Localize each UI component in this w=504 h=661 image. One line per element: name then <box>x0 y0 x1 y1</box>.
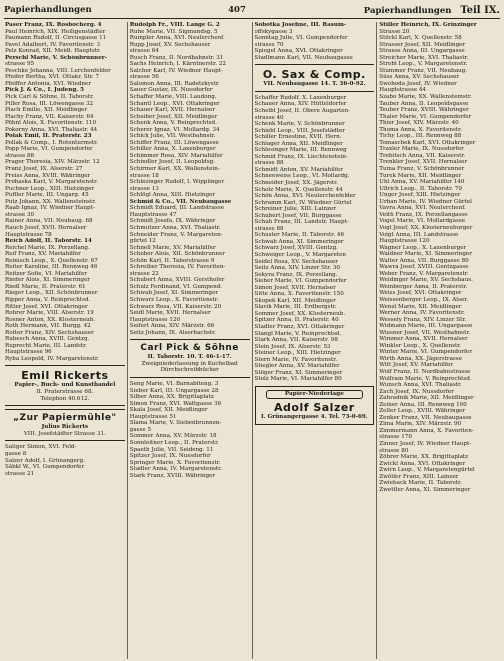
listing-entry: Ruprecht Marie, III. Landstr. <box>5 342 87 349</box>
listing-entry: Paser Franz, IX. Rosbocherg. 4 <box>5 22 102 28</box>
listing-entry: Schlager Anna, XII. Meidlinger <box>254 140 343 147</box>
advertisement <box>130 339 250 378</box>
listing-entry: Sachs Heinrich, I. Kärntnerstr. 22 <box>129 61 226 68</box>
advertisement <box>255 64 375 92</box>
ad-line: Julius Rickerts <box>41 424 89 431</box>
listing-entry: Scheiber Josef, XII. Meidlinger <box>129 113 218 120</box>
listing-entry: Sieber Karl, III. Ungargasse 28 <box>129 387 219 394</box>
listing-entry: Putz Johann, XX. Wallensteinstr. <box>5 198 97 205</box>
listing-entry: Rauch Josef, XVII. Hernalser <box>5 224 87 231</box>
listing-entry: Zwettler Anna, XI. Simmeringer <box>379 486 471 493</box>
listing-entry: Weidinger Marie, XV. Sechshaus. <box>379 277 473 284</box>
listing-entry: Schlesinger Rudolf, I. Wipplinger <box>129 179 225 186</box>
listing-entry: Zinner Josef, IV. Wiedner Haupt- <box>379 441 472 447</box>
listing-entry: Weiss Josef, XVI. Ottakringer <box>379 290 462 297</box>
listing-entry: Schuster Marie, II. Taborstr. 46 <box>254 232 345 239</box>
listing-entry: Sonnleitner Leop., II. Praterstr. <box>129 439 219 446</box>
listing-entry: Ritter Josef, XVI. Ottakringer <box>5 303 88 310</box>
listing-entry: Thier Josef, XIV. Märzstr. 40 <box>379 120 459 127</box>
listing-entry: Stiegler Anna, XV. Mariahilfer <box>254 363 340 370</box>
listing-entry: Hauptstrasse 120 <box>379 238 430 245</box>
listing-entry: Schmid & Co., VII. Neubaugasse <box>129 198 232 205</box>
listing-entry: strasse 40 <box>254 114 284 121</box>
listing-entry: Piller Rosa, III. Löwengasse 32 <box>5 100 94 107</box>
listing-entry: Roth Hermann, VII. Burgg. 42 <box>5 323 91 330</box>
listing-entry: Rupp Josef, XV. Sechshauser <box>129 41 211 48</box>
listing-entry: Prager Theresia, XIV. Märzstr. 12 <box>5 159 100 166</box>
listing-entry: strasse 80 <box>379 447 409 454</box>
listing-entry: Sobotka Josefine, III. Rasum- <box>254 22 347 28</box>
listing-entry: Wawra Josef, XVIII. Gentzgasse <box>379 264 469 271</box>
advertisement <box>255 386 375 425</box>
listing-entry: Raab Ignaz, IV. Wiedner Haupt- <box>5 205 95 212</box>
listing-entry: Waldner Marie, XI. Simmeringer <box>379 251 472 258</box>
listing-entry: Slavik Marie, III. Erdbergstr. <box>254 304 337 311</box>
listing-entry: Simon Josef, XVII. Hernalser <box>254 284 336 291</box>
listing-entry: Puffler Marie, III. Ungarg. 45 <box>5 192 89 199</box>
listing-entry: Urban Marie, IV. Wiedner Gürtel <box>379 198 472 205</box>
listing-entry: Pfeiffer Antonia, XVI. Wiedner <box>5 80 91 87</box>
listing-entry: Schreiber Theresia, IV. Favoriten- <box>129 264 226 271</box>
listing-entry: Schramm Karl, IV. Wiedner Gürtel <box>254 199 352 206</box>
ad-line: VII. Neubaugasse 14. T. 36-0-92. <box>263 81 366 88</box>
listing-entry: Zwieback Marie, II. Taborstr. <box>379 480 462 487</box>
header-right <box>350 5 500 16</box>
listing-entry: Hauptstrasse 120 <box>129 316 181 323</box>
listing-entry: Zwölfer Franz, XIII. Lainzer <box>379 473 459 480</box>
page-number: 407 <box>228 5 246 15</box>
listing-entry: Schubert Anna, XVIII. Gersthofer <box>129 277 225 284</box>
listing-entry: strasse 88 <box>254 225 284 232</box>
listing-entry: gasse 8 <box>5 450 27 457</box>
listing-entry: Pavel Adalbert, IV. Favoritenstr. 3 <box>5 41 101 48</box>
listing-entry: Scholz Marie, X. Quellenstr. 44 <box>254 186 343 193</box>
listing-entry: strasse 56 <box>129 74 159 81</box>
listing-entry: Springer Marie, X. Favoritenstr. <box>129 459 221 466</box>
listing-entry: Paul Heinrich, XIX. Heiligenstädter <box>5 28 106 35</box>
listing-entry: Rainer Anna, VII. Neubaug. 68 <box>5 218 93 225</box>
listing-entry: Traxler Marie, IX. Nussdorfer <box>379 146 464 153</box>
listing-entry: Seng Marie, VI. Barnabiteng. 3 <box>129 381 219 388</box>
listing-entry: Pelz Konrad, XII. Meidl. Hauptstr. <box>5 48 101 55</box>
listing-entry: Reich Adolf, II. Taborstr. 14 <box>5 238 92 245</box>
listing-entry: Voigt Anna, III. Landstrasse <box>379 231 459 238</box>
listing-entry: Pöhnl Alois, X. Favoritenstr. 110 <box>5 120 97 127</box>
listing-entry: Reif Franz, XV. Mariahilfer <box>5 251 81 258</box>
listing-entry: Pfeifer Bertha, XVI. Ottakr. Str. 7 <box>5 74 100 81</box>
listing-entry: Schwab Anna, XI. Simmeringer <box>254 238 344 245</box>
listing-entry: Reiter Karoline, III. Rennweg 46 <box>5 264 98 271</box>
listing-entry: Schauer Anna, XIV. Hütteldorfer <box>254 101 347 108</box>
listing-entry: Schuh Franz, III. Landstr. Haupt- <box>254 219 349 226</box>
listing-entry: Wiesner Josef, VII. Westbahnstr. <box>379 329 471 336</box>
listing-entry: Rubesch Anna, XVIII. Gentzg. <box>5 336 90 343</box>
listing-entry: Schmid Franz, IX. Liechtenstein- <box>254 153 348 160</box>
ad-line: Dürchschreibbücher <box>160 367 219 374</box>
listing-entry: Schaffer Rudolf, X. Laxenburger <box>254 94 347 101</box>
listing-entry: Polak Emil, II. Praterstr. 23 <box>5 133 92 140</box>
listing-entry: Prohaska Karl, V. Margaretenstr. <box>5 179 99 186</box>
listing-entry: Skopek Karl, XII. Meidlinger <box>254 297 336 304</box>
listing-entry: Wolf Franz, II. Nordbahnstrasse <box>379 368 471 375</box>
listing-entry: Zimmermann Anna, X. Favoriten- <box>379 427 474 434</box>
listing-entry: Hauptstrasse 51 <box>129 413 177 420</box>
listing-entry: Strasse 20 <box>379 28 410 35</box>
listing-entry: Schauer Karl, XVII. Hernalser <box>129 107 215 114</box>
ad-line: Papier-, Buch- und Kunsthandel <box>14 382 116 389</box>
listing-entry: offskygasse 3 <box>254 28 293 35</box>
listing-entry: Plachy Franz, VII. Kaiserstr. 64 <box>5 113 94 120</box>
listing-entry: Winter Marie, VI. Gumpendorfer <box>379 349 473 356</box>
listing-entry: Tomaschek Karl, XVI. Ottakringer <box>379 139 476 146</box>
listing-entry: Witt Josef, XV. Mariahilfer <box>379 362 453 369</box>
ad-company-name: Adolf Salzer <box>274 400 355 414</box>
ad-line: I. Grünangergasse 4. Tel. 73-0-69. <box>260 413 368 420</box>
listing-entry: Stadlmann Karl, VII. Neubaugasse <box>254 54 353 61</box>
listing-entry: strasse 88 <box>254 160 284 167</box>
listing-entry: Zima Marie, XIV. Märzstr. 90 <box>379 421 462 428</box>
listing-entry: Strauss Anna, III. Ungargasse <box>379 48 465 55</box>
listing-entry: Hauptstrasse 96 <box>5 349 52 356</box>
advertisement <box>5 365 125 406</box>
listing-entry: Stöger Franz, XI. Simmeringer <box>254 369 343 376</box>
listing-entry: Turek Marie, XII. Meidlinger <box>379 172 462 179</box>
listing-entry: Schaffer Marie, VIII. Laudong. <box>129 94 217 101</box>
directory-columns <box>3 22 501 659</box>
listing-entry: Walter Anna, VII. Burggasse 80 <box>379 257 469 264</box>
ad-line: VIII. Josefstädter Strasse 31. <box>23 430 106 437</box>
listing-entry: Pick Carl & Söhne, II. Taborstr. <box>5 94 94 101</box>
listing-entry: Reitzer Sofie, VI. Mariahilfer <box>5 270 87 277</box>
listing-entry: Wimmer Anna, XVII. Hernalser <box>379 336 468 343</box>
listing-entry: Salzer Adolf, I. Grünangerg. <box>5 457 85 464</box>
listing-entry: Schulz Ferdinand, VI. Gumpend. <box>129 283 223 290</box>
listing-entry: Schenk Marie, V. Schönbrunner <box>254 121 345 128</box>
listing-entry: Schirmer Karl, XX. Wallenstein- <box>129 166 220 173</box>
listing-entry: Puchner Leop., XIII. Hietzinger <box>5 185 95 192</box>
listing-entry: Stiller Heinrich, IX. Grinzinger <box>379 22 477 28</box>
listing-entry: strasse 30 <box>5 211 35 218</box>
listing-entry: Vogl Josef, XX. Klosterneuburger <box>379 224 473 231</box>
listing-entry: Stadler Franz, XVI. Ottakringer <box>254 324 345 331</box>
listing-entry: Werner Anna, IV. Favoritenstr. <box>379 310 465 317</box>
listing-entry: Reichel Marie, IX. Porzellang. <box>5 244 90 251</box>
listing-entry: Pollak & Comp., I. Rotenturmstr. <box>5 139 98 146</box>
ad-company-name: Carl Pick & Söhne <box>140 343 239 354</box>
listing-entry: Skala Josef, XII. Meidlinger <box>129 407 208 414</box>
listing-entry: Rieger Leop., XII. Schönbrunner <box>5 290 98 297</box>
listing-entry: Peschke Johanna, VIII. Lerchenfelder <box>5 67 111 74</box>
directory-column <box>3 22 128 659</box>
listing-entry: Wessely Franz, XIV. Linzer Str. <box>379 316 467 323</box>
listing-entry: Stern Marie, IV. Favoritenstr. <box>254 356 338 363</box>
header-right-title: Papierhandlungen <box>363 5 452 16</box>
listing-entry: Scherer Ignaz, VI. Mollardg. 34 <box>129 126 220 133</box>
listing-entry: Ryba Leopold, IV. Margaretenstr. <box>5 355 99 362</box>
listing-entry: strasse 13 <box>129 185 159 192</box>
listing-entry: Stöckl Karl, X. Quellenstr. 58 <box>379 35 462 42</box>
listing-entry: Süss Anna, XV. Sechshauser <box>379 74 460 81</box>
section-mark: Teil IX. <box>460 4 500 16</box>
listing-entry: Rieder Alois, XI. Simmeringer <box>5 277 90 284</box>
listing-entry: Vogel Marie, VI. Mollardgasse <box>379 218 466 225</box>
listing-entry: Schön Anna, XVI. Neulerchenfelder <box>254 193 356 200</box>
listing-entry: Rusch Franz, II. Nordbahnstr. 31 <box>129 54 224 61</box>
listing-entry: Widmann Marie, III. Ungargasse <box>379 323 473 330</box>
listing-entry: Stark Anna, VII. Kaiserstr. 98 <box>254 337 338 344</box>
listing-entry: Schindler Josef, II. Leopoldsg. <box>129 159 215 166</box>
listing-entry: Preiss Anna, XVIII. Währinger <box>5 172 91 179</box>
listing-entry: Reinisch Leop., X. Quellenstr. 67 <box>5 257 98 264</box>
listing-entry: Rohrer Marie, VIII. Alserstr. 19 <box>5 310 94 317</box>
listing-entry: Spiegel Anna, XVI. Ottakringer <box>254 48 343 55</box>
listing-entry: Trebitsch Anna, VII. Kaiserstr. <box>379 152 466 159</box>
directory-column <box>377 22 501 659</box>
listing-entry: Winkler Leop., X. Quellenstr. <box>379 342 462 349</box>
listing-entry: Seidel Rosa, XV. Sechshauser <box>254 258 338 265</box>
ad-company-name: „Zur Papiermühle" <box>13 413 117 424</box>
listing-entry: Vavra Anna, XVI. Neulerchenf. <box>379 205 466 212</box>
listing-entry: Wunsch Anna, XVI. Thaliastr. <box>379 382 462 389</box>
listing-entry: Simon Franz, XVI. Wattgasse 36 <box>129 400 222 407</box>
listing-entry: Streicher Marie, XVI. Thaliastr. <box>379 54 469 61</box>
listing-entry: Strasser Josef, XII. Meidlinger <box>379 41 466 48</box>
listing-entry: Seitz Johann, IX. Alserbachstr. <box>129 329 217 336</box>
listing-entry: Schnell Marie, XV. Mariahilfer <box>129 244 216 251</box>
page-header <box>4 2 500 19</box>
listing-entry: Saliger Simon, XVI. Feld- <box>5 444 77 451</box>
listing-entry: Tauber Anna, II. Leopoldsgasse <box>379 100 469 107</box>
listing-entry: Sieber Marie, VI. Gumpendorfer <box>254 278 347 285</box>
listing-entry: Sauer Gustav, IX. Nussdorfer <box>129 87 213 94</box>
ad-line: Telephon 40.612. <box>40 395 90 402</box>
listing-entry: strasse 70 <box>254 41 284 48</box>
listing-entry: Hauptstrasse 47 <box>129 211 177 218</box>
listing-entry: Zwirn Leop., V. Margaretengürtel <box>379 467 475 474</box>
listing-entry: Schwab Josef, XI. Simmeringer <box>129 290 218 297</box>
listing-entry: Strobl Leop., V. Margaretenstr. <box>379 61 468 68</box>
listing-entry: Rumpler Anna, XVI. Neulerchenf. <box>129 35 225 42</box>
listing-entry: Ripper Anna, V. Reinprechtsd. <box>5 296 91 303</box>
listing-entry: Rosner Anton, XX. Klosterneub. <box>5 316 96 323</box>
listing-entry: Steiner Leop., XIII. Hietzinger <box>254 350 341 357</box>
listing-entry: Swoboda Josef, IV. Wiedner <box>379 80 457 87</box>
listing-entry: Zeller Leop., XVIII. Währinger <box>379 408 466 415</box>
listing-entry: Stark Franz, XVIII. Währinger <box>129 472 216 479</box>
listing-entry: Schubert Josef, VII. Burggasse <box>254 212 342 219</box>
listing-entry: Spitzer Josef, IX. Nussdorfer <box>129 453 211 460</box>
listing-entry: strasse 170 <box>379 434 412 441</box>
listing-entry: Wirth Anna, XX. Jägerstrasse <box>379 355 462 362</box>
listing-entry: Schreiner Julie, XIII. Lainzer <box>254 206 337 213</box>
ad-banner: Papier-Niederlage <box>266 390 364 399</box>
listing-entry: Sekyra Franz, IX. Porzellang. <box>254 271 338 278</box>
ad-line: II. Taborstr. 10. T. 46-1-17. <box>147 354 232 361</box>
listing-entry: Schiebl Leop., VIII. Josefstädter <box>254 127 345 134</box>
listing-entry: Wenzl Marie, XII. Meidlinger <box>379 303 462 310</box>
listing-entry: Unger Josef, XIII. Hietzinger <box>379 192 461 199</box>
listing-entry: Schlögl Anna, XIII. Hietzinger <box>129 192 216 199</box>
listing-entry: Perschl Marie, V. Schönbrunner- <box>5 54 108 61</box>
listing-entry: Schick Julie, VII. Westbahnstr. <box>129 133 216 140</box>
listing-entry: Uhl Anna, XV. Mariahilfer 140 <box>379 179 465 186</box>
listing-entry: Schneeweiss Leop., VI. Mollardg. <box>254 173 350 180</box>
listing-entry: Slama Marie, V. Siebenbrunnen- <box>129 420 222 427</box>
listing-entry: strasse 21 <box>5 470 35 477</box>
listing-entry: Popp Marie, VI. Gumpendorfer <box>5 146 93 153</box>
listing-entry: Zeiner Anna, III. Rennweg 100 <box>379 401 467 408</box>
ad-company-name: O. Sax & Comp. <box>262 68 366 82</box>
listing-entry: Stummer Franz, VII. Neubaug. <box>379 67 467 74</box>
listing-entry: Zöhrer Marie, XX. Brigittaplatz <box>379 454 469 461</box>
listing-entry: Pokorny Anna, XVI. Thaliastr. 44 <box>5 126 98 133</box>
listing-entry: Stolz Marie, VI. Mariahilfer 80 <box>254 376 342 383</box>
listing-entry: Säbkl W., VI. Gumpendorfer <box>5 464 85 471</box>
listing-entry: Schantl Leop., XVI. Ottakringer <box>129 100 220 107</box>
listing-entry: Spitzer Anna, II. Praterstr. 40 <box>254 317 339 324</box>
ad-company-name: Emil Rickerts <box>21 369 109 383</box>
listing-entry: gürtel 12 <box>129 238 156 245</box>
listing-entry: Schmidt Anton, XV. Mariahilfer <box>254 166 343 173</box>
listing-entry: Schiller Anna, X. Laxenburger <box>129 146 216 153</box>
listing-entry: Wagner Leop., X. Laxenburger <box>379 244 467 251</box>
listing-entry: strasse 18 <box>129 172 159 179</box>
listing-entry: Plach Emilie, XII. Meidlinger <box>5 107 88 114</box>
listing-entry: Tichy Leop., III. Rennweg 88 <box>379 133 462 140</box>
listing-entry: Sommer Anna, XV. Märzstr. 18 <box>129 433 217 440</box>
listing-entry: Scheibl Josef, II. Obere Augarten- <box>254 107 351 114</box>
listing-entry: Sitte Anna, X. Favoritenstr. 150 <box>254 291 344 298</box>
listing-entry: Zach Josef, IX. Nussdorfer <box>379 388 454 395</box>
listing-entry: Wolfram Marie, V. Reinprechtsd. <box>379 375 472 382</box>
listing-entry: strasse 64 <box>129 48 159 55</box>
listing-entry: Schiffer Franz, III. Löwengasse <box>129 139 219 146</box>
listing-entry: Pick J. & Co., I. Judeng. 5 <box>5 87 85 94</box>
listing-entry: Schlesinger Marie, III. Rennweg <box>254 147 347 154</box>
listing-entry: Stangl Marie, V. Reinprechtsd. <box>254 330 342 337</box>
listing-entry: Salomon Anna, III. Radetzkystr. <box>129 80 220 87</box>
advertisement <box>5 409 125 441</box>
listing-entry: gasse 5 <box>129 426 152 433</box>
listing-entry: Schmutzer Anna, XVI. Thaliastr. <box>129 224 221 231</box>
listing-entry: strasse 95 <box>5 61 35 68</box>
listing-entry: Schenk Anna, V. Reinprechtsd. <box>129 120 217 127</box>
listing-entry: Schiller Ernestine, XVII. Hern. <box>254 134 342 141</box>
listing-entry: Szabo Marie, XX. Wallensteinstr. <box>379 94 472 101</box>
listing-entry: Weinberger Anna, II. Praterstr. <box>379 283 468 290</box>
directory-column <box>128 22 253 659</box>
listing-entry: Pranz Josef, IX. Alserstr. 27 <box>5 166 83 173</box>
listing-entry: Zwickl Anna, XVI. Ottakringer <box>379 460 466 467</box>
ad-line: II. Praterstrasse 68. <box>36 389 94 396</box>
listing-entry: Seidl Marie, XVII. Hernalser <box>129 310 211 317</box>
listing-entry: strasse 88 <box>5 152 35 159</box>
listing-entry: Schober Alois, XII. Schönbrunner <box>129 251 225 258</box>
listing-entry: Stadler Anna, IV. Margaretenstr. <box>129 466 223 473</box>
listing-entry: Thaler Marie, VI. Gumpendorfer <box>379 113 472 120</box>
listing-entry: Stein Josef, IX. Alserstr. 53 <box>254 343 331 350</box>
listing-entry: Zenker Franz, VII. Neubaugasse <box>379 414 472 421</box>
listing-entry: Schmidt Eduard, III. Landstrasse <box>129 205 225 212</box>
listing-entry: Silber Anna, XX. Brigittaplatz <box>129 394 214 401</box>
listing-entry: Ullrich Leop., II. Taborstr. 70 <box>379 185 462 192</box>
listing-entry: Schwarz Rosa, VII. Kaiserstr. 20 <box>129 303 222 310</box>
listing-entry: strasse 22 <box>129 270 159 277</box>
listing-entry: Teuber Franz, XVIII. Währinger <box>379 107 469 114</box>
listing-entry: Hauptstrasse 44 <box>379 87 426 94</box>
listing-entry: Zahradnik Marie, XII. Meidlinger <box>379 395 474 402</box>
listing-entry: Sommer Josef, XX. Klosterneub. <box>254 310 346 317</box>
listing-entry: Schwarz Josef, XVIII. Gentzg. <box>254 245 338 252</box>
listing-entry: Schön Karl, II. Taborstrasse 9 <box>129 257 215 264</box>
listing-entry: Ruhe Marie, VII. Sigmundsg. 5 <box>129 28 218 35</box>
listing-entry: Weber Franz, V. Margaretenstr. <box>379 270 469 277</box>
listing-entry: Hauptstrasse 78 <box>5 231 52 238</box>
listing-entry: Trenkler Josef, XVII. Hernalser <box>379 159 468 166</box>
listing-entry: Thoma Anna, X. Favoritenstr. <box>379 126 462 133</box>
listing-entry: Weissenberger Leop., IX. Alser. <box>379 296 469 303</box>
listing-entry: Schimmer Rosa, XIV. Mariahilfer <box>129 152 223 159</box>
directory-column <box>253 22 378 659</box>
listing-entry: Veith Franz, IX. Porzellangasse <box>379 211 468 218</box>
ad-line: Zweigniederlassung in Kuchelbad <box>141 360 238 367</box>
listing-entry: Tuma Franz, V. Schönbrunner <box>379 166 465 173</box>
listing-entry: Rotter Franz, XIV. Sechshauser <box>5 329 94 336</box>
listing-entry: Sonntag Julie, VI. Gumpendorfer <box>254 35 348 42</box>
listing-entry: Schneider Josef, XX. Jägerstr. <box>254 179 338 186</box>
listing-entry: Seifert Anna, XIV. Märzstr. 66 <box>129 323 215 330</box>
listing-entry: Salcher Karl, IV. Wiedner Haupt- <box>129 67 223 74</box>
listing-entry: Riedl Marie, II. Praterstr. 61 <box>5 283 86 290</box>
listing-entry: Rudolph Fr., VIII. Lange G. 2 <box>129 22 220 28</box>
listing-entry: Schwarz Leop., X. Favoritenstr. <box>129 296 219 303</box>
listing-entry: Schmidt Josefa, IX. Währinger <box>129 218 216 225</box>
listing-entry: Schneider Franz, V. Margareten- <box>129 231 223 238</box>
listing-entry: Paumann Rudolf, II. Circusgasse 11 <box>5 35 107 42</box>
listing-entry: Seitz Anna, XIV. Linzer Str. 30 <box>254 265 340 272</box>
listing-entry: Schweiger Leop., V. Margareten <box>254 252 347 258</box>
listing-entry: Spaeth Julie, VII. Seideng. 11 <box>129 446 214 453</box>
header-left-title: Papierhandlungen <box>4 5 92 15</box>
